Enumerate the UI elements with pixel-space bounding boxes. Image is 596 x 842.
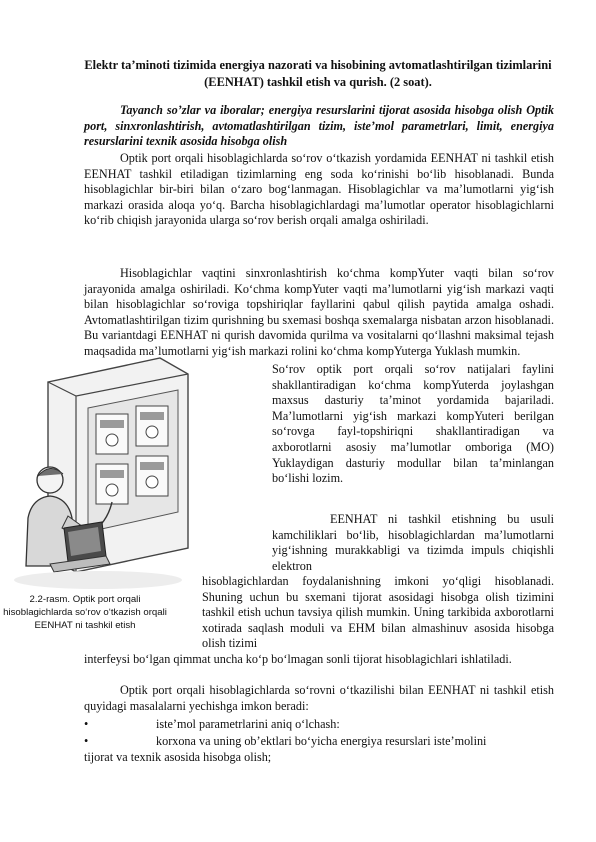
paragraph-3-start: EENHAT ni tashkil etishning bu usuli kamchiliklari bo‘lib, hisoblagichlardan ma’lumotlarni yig‘ishning murakkabligi va tizimda impuls chiqishli elektron	[272, 512, 554, 573]
bullet-text: korxona va uning ob’ektlari bo‘yicha energiya resurslari iste’molini	[156, 734, 487, 748]
bullet-item	[84, 734, 554, 750]
paragraph-4: Optik port orqali hisoblagichlarda so‘rovni o‘tkazilishi bilan EENHAT ni tashkil etish quyidagi masalalarni yechishga imkon beradi:	[84, 683, 554, 713]
keywords-text: Tayanch so’zlar va iboralar; energiya resurslarini tijorat asosida hisobga olish Optik port, sinxronlashtirish, avtomatlashtirilgan tizim, iste’mol parametrlari, limit, energiya resurslarini texnik asosida hisobga olish	[84, 103, 554, 149]
bullet-text: iste’mol parametrlarini aniq o‘lchash:	[156, 717, 340, 731]
bullet-icon: •	[84, 717, 89, 731]
paragraph-2-side: So‘rov optik port orqali so‘rov natijalari faylini shakllantiradigan ko‘chma kompYuterda joylashgan maxsus dasturiy ta’minot yordamida bajariladi. Ma’lumotlarni yig‘ish markazi kompYuteri berilgan so‘rovga fayl-topshiriqni shakllantiradigan va axborotlarni asosiy ma’lumotlar omboriga (MO) Yuklaydigan dasturiy modullar bilan ta’minlangan bo‘lishi lozim.	[272, 362, 554, 486]
bullet-icon: •	[84, 734, 89, 748]
paragraph-3-end: interfeysi bo‘lgan qimmat uncha ko‘p bo‘lmagan sonli tijorat hisoblagichlari ishlatiladi.	[84, 652, 512, 666]
figure-caption: 2.2-rasm. Optik port orqali hisoblagichlarda so‘rov o‘tkazish orqali EENHAT ni tashkil etish	[3, 594, 167, 632]
keywords-paragraph	[84, 103, 554, 150]
figure-drawing	[10, 352, 190, 596]
bullet-continuation: tijorat va texnik asosida hisobga olish;	[84, 750, 272, 764]
bullet-item	[84, 717, 554, 733]
paragraph-3-middle: hisoblagichlardan foydalanishning imkoni yo‘qligi hisoblanadi. Shuning uchun bu sxemani tijorat asosidagi hisobga olish tizimini tashkil etish uchun tavsiya qilish mumkin. Uning tarkibida axborotlarni xotirada saqlash moduli va EHM bilan almashinuv asosida hisobga olish tizimi	[202, 574, 554, 651]
paragraph-1: Optik port orqali hisoblagichlarda so‘rov o‘tkazish yordamida EENHAT ni tashkil etish EENHAT tashkil etiladigan tizimlarning eng soda ko‘rinishi bo‘lib hisoblanadi. Bunda hisoblagichlar bir-biri bilan o‘zaro bog‘lanmagan. Hisoblagichlar va ma’lumotlarni yig‘ish markazi orasida aloqa yo‘q. Barcha hisoblagichlardagi ma’lumotlar operator hisoblagichlarni ko‘rib chiqish jarayonida ularga so‘rov berish orqali amalga oshiriladi.	[84, 151, 554, 228]
section-title: Elektr ta’minoti tizimida energiya nazorati va hisobining avtomatlashtirilgan tizimlarini (EENHAT) tashkil etish va qurish. (2 soat).	[84, 58, 552, 89]
operator-at-meter-cabinet-illustration-icon	[10, 352, 190, 596]
paragraph-2: Hisoblagichlar vaqtini sinxronlashtirish ko‘chma kompYuter vaqti bilan so‘rov jarayonida amalga oshiriladi. Ko‘chma kompYuter vaqti ma’lumotlarni yig‘ish markazi vaqti bilan hisoblagichlar so‘roviga topshiriqlar fayllarini qabul qilish paytida amalga oshadi. Avtomatlashtirilgan tizim qurishning bu sxemasi boshqa sxemalarga nisbatan arzon hisoblanadi. Bu variantdagi EENHAT ni qurish davomida qurilma va vositalarni qo‘llashni maksimal tejash maqsadida ma’lumotlarni yig‘ish markazi rolini ko‘chma kompYuterga Yuklash mumkin.	[84, 266, 554, 358]
